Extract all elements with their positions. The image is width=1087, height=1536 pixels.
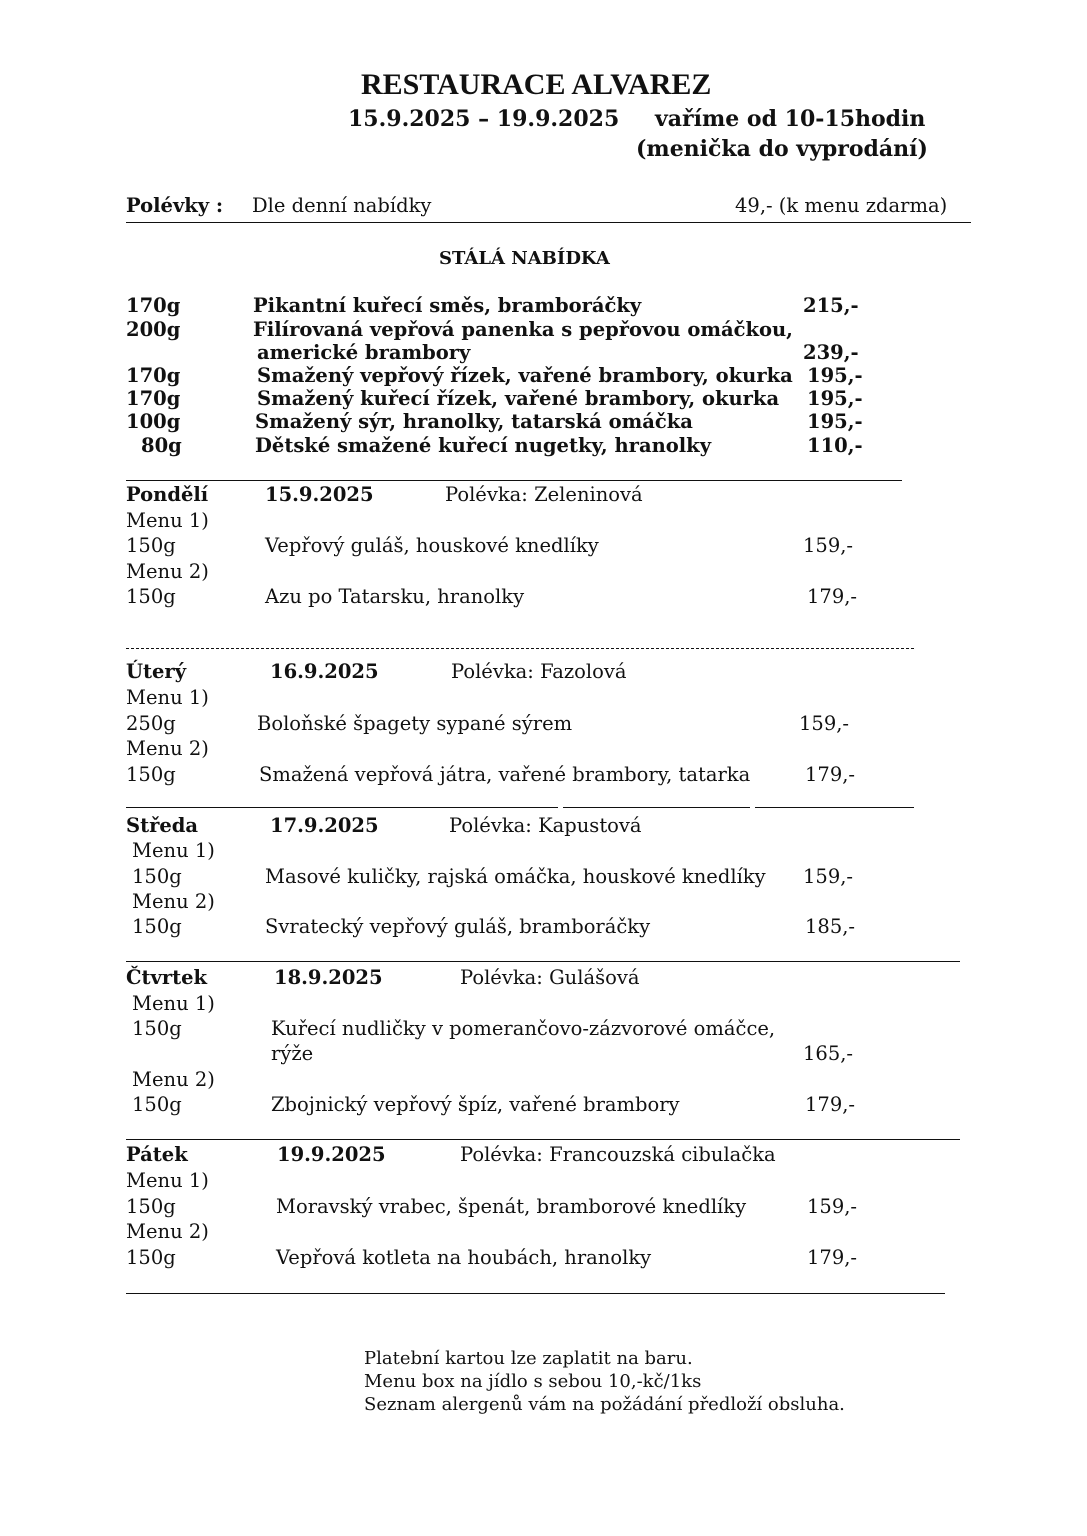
payment-note: Platební kartou lze zaplatit na baru. bbox=[364, 1348, 693, 1369]
menu-label: Menu 1) bbox=[126, 1169, 209, 1192]
menu-weight: 150g bbox=[126, 1246, 176, 1269]
day-soup: Polévka: Francouzská cibulačka bbox=[460, 1143, 776, 1166]
menu-label: Menu 2) bbox=[126, 737, 209, 760]
day-soup: Polévka: Fazolová bbox=[451, 660, 627, 683]
day-date: 18.9.2025 bbox=[274, 966, 383, 989]
menu-dish: Moravský vrabec, špenát, bramborové knedlíky bbox=[276, 1195, 747, 1218]
permanent-divider bbox=[126, 480, 902, 481]
day-name: Pátek bbox=[126, 1143, 188, 1166]
allergen-note: Seznam alergenů vám na požádání předloží obsluha. bbox=[364, 1394, 845, 1415]
day-name: Pondělí bbox=[126, 483, 209, 506]
soups-price: 49,- (k menu zdarma) bbox=[735, 194, 948, 217]
menu-weight: 150g bbox=[126, 534, 176, 557]
menu-price: 179,- bbox=[807, 585, 858, 608]
day-date: 16.9.2025 bbox=[270, 660, 379, 683]
menu-weight: 150g bbox=[132, 865, 182, 888]
menu-weight: 150g bbox=[132, 1017, 182, 1040]
menu-weight: 150g bbox=[126, 585, 176, 608]
menu-price: 159,- bbox=[803, 865, 854, 888]
permanent-dish: Pikantní kuřecí směs, bramboráčky bbox=[253, 294, 642, 317]
menu-weight: 250g bbox=[126, 712, 176, 735]
week-dates: 15.9.2025 – 19.9.2025 bbox=[348, 106, 620, 132]
menu-dish: Vepřová kotleta na houbách, hranolky bbox=[276, 1246, 652, 1269]
menu-dish: Masové kuličky, rajská omáčka, houskové knedlíky bbox=[265, 865, 766, 888]
permanent-dish: Filírovaná vepřová panenka s pepřovou omáčkou, bbox=[253, 318, 793, 341]
menu-price: 179,- bbox=[805, 1093, 856, 1116]
tuesday-divider-b bbox=[563, 807, 750, 808]
day-soup: Polévka: Kapustová bbox=[449, 814, 642, 837]
menu-box-note: Menu box na jídlo s sebou 10,-kč/1ks bbox=[364, 1371, 702, 1392]
menu-price: 159,- bbox=[807, 1195, 858, 1218]
menu-label: Menu 2) bbox=[126, 1220, 209, 1243]
menu-price: 179,- bbox=[805, 763, 856, 786]
permanent-dish: Smažený kuřecí řízek, vařené brambory, okurka bbox=[257, 387, 780, 410]
menu-weight: 150g bbox=[126, 763, 176, 786]
menu-label: Menu 2) bbox=[132, 890, 215, 913]
menu-dish: Kuřecí nudličky v pomerančovo-zázvorové omáčce, bbox=[271, 1017, 776, 1040]
permanent-dish: Dětské smažené kuřecí nugetky, hranolky bbox=[255, 434, 712, 457]
menu-price: 185,- bbox=[805, 915, 856, 938]
permanent-weight: 170g bbox=[126, 387, 181, 410]
day-date: 19.9.2025 bbox=[277, 1143, 386, 1166]
menu-label: Menu 2) bbox=[126, 560, 209, 583]
thursday-divider bbox=[126, 1139, 960, 1140]
monday-divider bbox=[126, 648, 914, 649]
day-name: Čtvrtek bbox=[126, 966, 208, 989]
permanent-dish: Smažený sýr, hranolky, tatarská omáčka bbox=[255, 410, 693, 433]
cooking-hours: vaříme od 10-15hodin bbox=[655, 106, 926, 132]
day-soup: Polévka: Gulášová bbox=[460, 966, 640, 989]
menu-price: 159,- bbox=[803, 534, 854, 557]
restaurant-title: RESTAURACE ALVAREZ bbox=[361, 68, 712, 101]
menu-price: 179,- bbox=[807, 1246, 858, 1269]
sellout-note: (menička do vyprodání) bbox=[636, 136, 928, 162]
tuesday-divider-a bbox=[126, 807, 558, 808]
permanent-dish: Smažený vepřový řízek, vařené brambory, okurka bbox=[257, 364, 793, 387]
day-date: 17.9.2025 bbox=[270, 814, 379, 837]
menu-label: Menu 1) bbox=[132, 992, 215, 1015]
menu-dish: Azu po Tatarsku, hranolky bbox=[265, 585, 525, 608]
menu-label: Menu 2) bbox=[132, 1068, 215, 1091]
menu-price: 159,- bbox=[799, 712, 850, 735]
tuesday-divider-c bbox=[755, 807, 914, 808]
menu-weight: 150g bbox=[132, 1093, 182, 1116]
permanent-price: 215,- bbox=[803, 294, 859, 317]
menu-weight: 150g bbox=[132, 915, 182, 938]
permanent-weight: 100g bbox=[126, 410, 181, 433]
permanent-price: 195,- bbox=[807, 364, 863, 387]
menu-label: Menu 1) bbox=[126, 509, 209, 532]
menu-dish: Zbojnický vepřový špíz, vařené brambory bbox=[271, 1093, 680, 1116]
soups-divider bbox=[126, 222, 971, 223]
permanent-weight: 200g bbox=[126, 318, 181, 341]
day-name: Středa bbox=[126, 814, 199, 837]
permanent-price: 239,- bbox=[803, 341, 859, 364]
day-soup: Polévka: Zeleninová bbox=[445, 483, 643, 506]
permanent-weight: 170g bbox=[126, 294, 181, 317]
menu-label: Menu 1) bbox=[132, 839, 215, 862]
permanent-price: 195,- bbox=[807, 410, 863, 433]
menu-dish: Smažená vepřová játra, vařené brambory, tatarka bbox=[259, 763, 751, 786]
menu-price: 165,- bbox=[803, 1042, 854, 1065]
permanent-weight: 80g bbox=[141, 434, 182, 457]
soups-label: Polévky : bbox=[126, 194, 224, 217]
menu-weight: 150g bbox=[126, 1195, 176, 1218]
permanent-weight: 170g bbox=[126, 364, 181, 387]
menu-dish-cont: rýže bbox=[271, 1042, 314, 1065]
permanent-price: 195,- bbox=[807, 387, 863, 410]
soups-text: Dle denní nabídky bbox=[252, 194, 432, 217]
menu-dish: Vepřový guláš, houskové knedlíky bbox=[265, 534, 599, 557]
day-name: Úterý bbox=[126, 660, 187, 683]
permanent-price: 110,- bbox=[807, 434, 863, 457]
day-date: 15.9.2025 bbox=[265, 483, 374, 506]
permanent-dish-cont: americké brambory bbox=[257, 341, 471, 364]
wednesday-divider bbox=[126, 961, 960, 962]
permanent-heading: STÁLÁ NABÍDKA bbox=[439, 248, 610, 269]
menu-dish: Boloňské špagety sypané sýrem bbox=[257, 712, 573, 735]
friday-divider bbox=[126, 1293, 945, 1294]
menu-dish: Svratecký vepřový guláš, bramboráčky bbox=[265, 915, 651, 938]
menu-label: Menu 1) bbox=[126, 686, 209, 709]
